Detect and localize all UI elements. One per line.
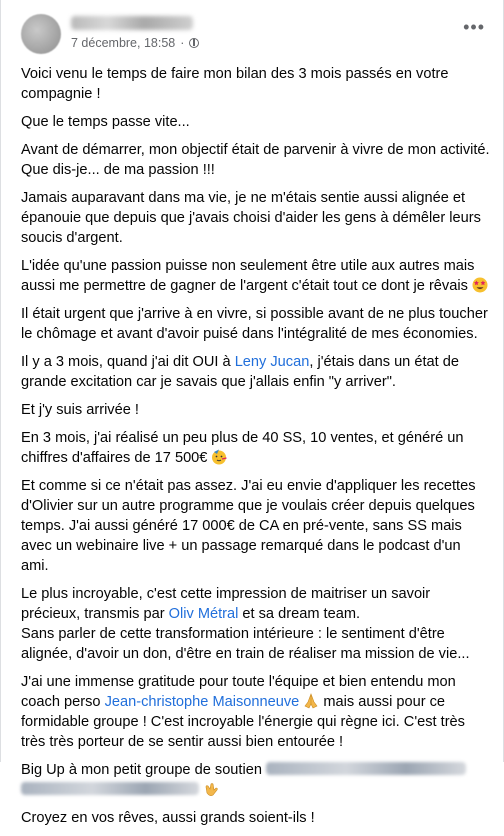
paragraph-8: Et j'y suis arrivée !: [21, 402, 139, 418]
paragraph-13: [21, 760, 491, 800]
paragraph-7: [21, 352, 491, 392]
paragraph-12-text-a: J'ai une immense gratitude pour toute l'équipe et bien entendu mon coach perso: [21, 674, 456, 710]
star-struck-emoji: [472, 277, 488, 293]
post-body: [21, 64, 491, 836]
paragraph-11-text-a: Le plus incroyable, c'est cette impression de maitriser un savoir précieux, transmis par: [21, 586, 431, 622]
paragraph-10: Et comme si ce n'était pas assez. J'ai eu envie d'appliquer les recettes d'Olivier sur un autre programme que je voulais créer depuis quelques temps. J'ai aussi généré 17 000€ de CA en pré-vente, sans SS mais avec un webinaire live + un passage remarqué dans le podcast d'un ami.: [21, 478, 476, 574]
paragraph-4: Jamais auparavant dans ma vie, je ne m'étais sentie aussi alignée et épanouie que depuis que j'avais choisi d'aider les gens à démêler leurs soucis d'argent.: [21, 190, 481, 246]
paragraph-9: [21, 428, 491, 468]
post-meta: [71, 36, 199, 50]
paragraph-7-text-b: , j'étais dans un état de grande excitation car je savais que j'allais enfin "y arriver".: [21, 354, 459, 390]
paragraph-13-text: Big Up à mon petit groupe de soutien: [21, 762, 262, 778]
mention-leny-jucan[interactable]: Leny Jucan: [234, 354, 310, 370]
paragraph-12-text-b: mais aussi pour ce formidable groupe ! C'est incroyable l'énergie qui règne ici. C'est très très très porteur de se sentir aussi bien entourée !: [21, 694, 465, 750]
paragraph-2: Que le temps passe vite...: [21, 114, 190, 130]
meta-separator: ·: [180, 36, 185, 50]
paragraph-11-text-b: et sa dream team.: [238, 606, 361, 622]
paragraph-6: Il était urgent que j'arrive à en vivre, si possible avant de ne plus toucher le chômage et avant d'avoir puisé dans l'intégralité de mes économies.: [21, 306, 488, 342]
paragraph-14: Croyez en vos rêves, aussi grands soient-ils !: [21, 810, 315, 826]
post-header: [21, 14, 489, 58]
paragraph-3: Avant de démarrer, mon objectif était de parvenir à vivre de mon activité. Que dis-je... de ma passion !!!: [21, 142, 490, 178]
paragraph-7-text-a: Il y a 3 mois, quand j'ai dit OUI à: [21, 354, 235, 370]
paragraph-11-text-c: Sans parler de cette transformation intérieure : le sentiment d'être alignée, d'avoir un don, d'être en train de réaliser ma mission de vie...: [21, 626, 470, 662]
paragraph-1: Voici venu le temps de faire mon bilan des 3 mois passés en votre compagnie !: [21, 66, 449, 102]
partying-face-emoji: [211, 449, 227, 465]
redacted-mentions-line-2[interactable]: [21, 782, 199, 795]
mention-jean-christophe-maisonneuve[interactable]: Jean-christophe Maisonneuve: [104, 694, 300, 710]
avatar[interactable]: [21, 14, 61, 54]
mention-oliv-metral[interactable]: Oliv Métral: [168, 606, 239, 622]
paragraph-11: [21, 584, 491, 664]
paragraph-5: [21, 256, 491, 296]
author-name-redacted[interactable]: [71, 16, 193, 30]
more-options-icon[interactable]: •••: [463, 17, 485, 37]
clapping-hands-emoji: [203, 781, 219, 797]
paragraph-9-text: En 3 mois, j'ai réalisé un peu plus de 40 SS, 10 ventes, et généré un chiffres d'affaires de 17 500€: [21, 430, 464, 466]
globe-icon[interactable]: [189, 38, 199, 48]
paragraph-12: [21, 672, 491, 752]
paragraph-5-text: L'idée qu'une passion puisse non seulement être utile aux autres mais aussi me permettre de gagner de l'argent c'était tout ce dont je rêvais: [21, 258, 475, 294]
post-timestamp[interactable]: 7 décembre, 18:58: [71, 36, 176, 50]
redacted-mentions-line-1[interactable]: [266, 762, 466, 775]
folded-hands-emoji: [303, 693, 319, 709]
